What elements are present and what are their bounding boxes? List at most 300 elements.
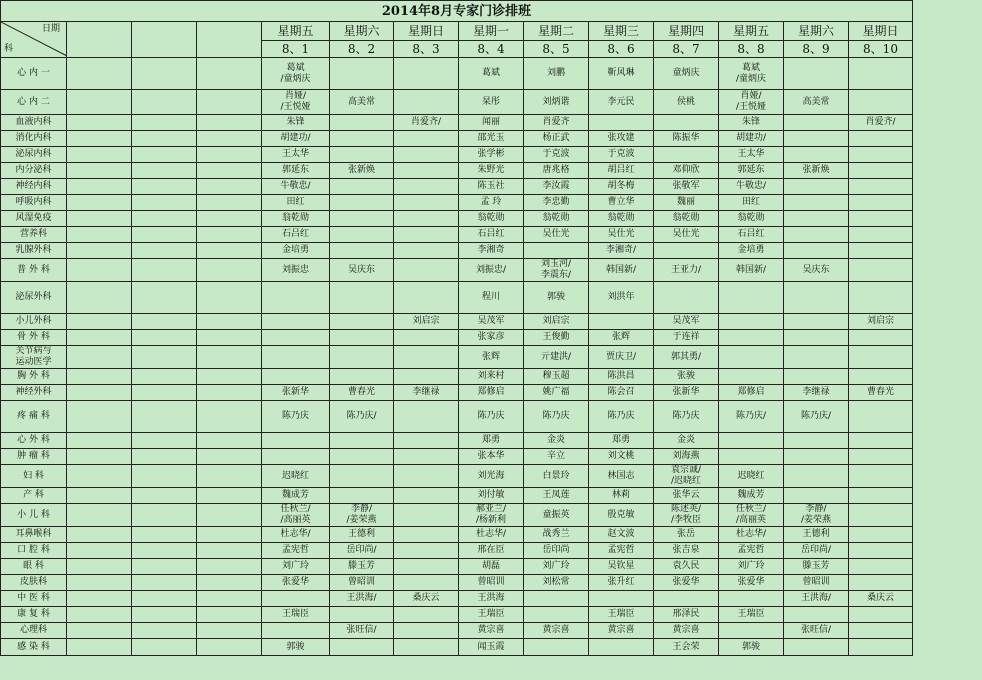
schedule-cell[interactable]: 王德利 <box>330 527 394 543</box>
empty-cell[interactable] <box>67 131 132 147</box>
schedule-cell[interactable]: 王会荣 <box>654 639 719 656</box>
schedule-cell[interactable] <box>784 465 849 488</box>
schedule-cell[interactable] <box>719 433 784 449</box>
empty-cell[interactable] <box>197 282 262 314</box>
schedule-cell[interactable]: 郑修启 <box>459 385 524 401</box>
schedule-cell[interactable]: 张学彬 <box>459 147 524 163</box>
schedule-cell[interactable]: 翁乾勋 <box>719 211 784 227</box>
empty-cell[interactable] <box>197 575 262 591</box>
schedule-cell[interactable]: 张新华 <box>654 385 719 401</box>
schedule-cell[interactable]: 吴钦星 <box>589 559 654 575</box>
schedule-cell[interactable]: 刘振忠 <box>262 259 330 282</box>
schedule-cell[interactable] <box>719 314 784 330</box>
empty-cell[interactable] <box>197 591 262 607</box>
schedule-cell[interactable]: 杜志华/ <box>719 527 784 543</box>
schedule-cell[interactable] <box>262 623 330 639</box>
schedule-cell[interactable]: 朱锋 <box>262 115 330 131</box>
empty-cell[interactable] <box>132 259 197 282</box>
schedule-cell[interactable]: 桑庆云 <box>849 591 913 607</box>
schedule-cell[interactable]: 田红 <box>262 195 330 211</box>
schedule-cell[interactable]: 刘文桃 <box>589 449 654 465</box>
schedule-cell[interactable]: 张辉 <box>459 346 524 369</box>
empty-cell[interactable] <box>132 243 197 259</box>
schedule-cell[interactable] <box>330 488 394 504</box>
schedule-cell[interactable]: 岳印尚/ <box>330 543 394 559</box>
schedule-cell[interactable] <box>849 449 913 465</box>
schedule-cell[interactable]: 王太华 <box>262 147 330 163</box>
schedule-cell[interactable] <box>784 346 849 369</box>
schedule-cell[interactable] <box>784 433 849 449</box>
schedule-cell[interactable]: 翁乾勋 <box>262 211 330 227</box>
schedule-cell[interactable] <box>524 591 589 607</box>
schedule-cell[interactable]: 李继禄 <box>784 385 849 401</box>
schedule-cell[interactable]: 王太华 <box>719 147 784 163</box>
schedule-cell[interactable] <box>849 401 913 433</box>
empty-cell[interactable] <box>132 58 197 90</box>
schedule-cell[interactable]: 滕玉芳 <box>784 559 849 575</box>
schedule-cell[interactable]: 战秀兰 <box>524 527 589 543</box>
schedule-cell[interactable]: 张本华 <box>459 449 524 465</box>
empty-cell[interactable] <box>132 639 197 656</box>
schedule-cell[interactable]: 殷克敏 <box>589 504 654 527</box>
schedule-cell[interactable]: 郑勇 <box>459 433 524 449</box>
schedule-cell[interactable]: 王瑞臣 <box>589 607 654 623</box>
schedule-cell[interactable] <box>849 607 913 623</box>
empty-cell[interactable] <box>197 243 262 259</box>
schedule-cell[interactable] <box>849 346 913 369</box>
schedule-cell[interactable] <box>654 147 719 163</box>
empty-cell[interactable] <box>197 433 262 449</box>
schedule-cell[interactable] <box>330 131 394 147</box>
schedule-cell[interactable] <box>262 314 330 330</box>
empty-cell[interactable] <box>132 575 197 591</box>
schedule-cell[interactable] <box>262 330 330 346</box>
schedule-cell[interactable] <box>394 227 459 243</box>
schedule-cell[interactable] <box>394 401 459 433</box>
schedule-cell[interactable]: 张攻建 <box>589 131 654 147</box>
schedule-cell[interactable] <box>330 227 394 243</box>
empty-cell[interactable] <box>132 163 197 179</box>
schedule-cell[interactable]: 李静/ /姜荣燕 <box>784 504 849 527</box>
empty-cell[interactable] <box>197 369 262 385</box>
schedule-cell[interactable] <box>394 211 459 227</box>
schedule-cell[interactable]: 陈乃庆 <box>524 401 589 433</box>
schedule-cell[interactable]: 魏丽 <box>654 195 719 211</box>
schedule-cell[interactable]: 李湘奇 <box>459 243 524 259</box>
schedule-cell[interactable]: 魏成芳 <box>719 488 784 504</box>
schedule-cell[interactable]: 滕玉芳 <box>330 559 394 575</box>
schedule-cell[interactable]: 张升红 <box>589 575 654 591</box>
empty-cell[interactable] <box>197 543 262 559</box>
empty-cell[interactable] <box>132 211 197 227</box>
empty-cell[interactable] <box>132 385 197 401</box>
empty-cell[interactable] <box>67 195 132 211</box>
schedule-cell[interactable] <box>330 449 394 465</box>
schedule-cell[interactable]: 吴仕光 <box>524 227 589 243</box>
schedule-cell[interactable]: 魏成芳 <box>262 488 330 504</box>
schedule-cell[interactable] <box>849 527 913 543</box>
schedule-cell[interactable]: 杨正武 <box>524 131 589 147</box>
empty-cell[interactable] <box>197 115 262 131</box>
schedule-cell[interactable]: 张新焕 <box>330 163 394 179</box>
schedule-cell[interactable] <box>784 369 849 385</box>
empty-cell[interactable] <box>67 346 132 369</box>
schedule-cell[interactable]: 张爱华 <box>719 575 784 591</box>
schedule-cell[interactable]: 曾昭训 <box>330 575 394 591</box>
schedule-cell[interactable]: 张吉泉 <box>654 543 719 559</box>
schedule-cell[interactable] <box>330 314 394 330</box>
schedule-cell[interactable]: 闻丽 <box>459 115 524 131</box>
schedule-cell[interactable]: 王俊勤 <box>524 330 589 346</box>
schedule-cell[interactable] <box>394 195 459 211</box>
schedule-cell[interactable] <box>394 147 459 163</box>
schedule-cell[interactable] <box>330 330 394 346</box>
schedule-cell[interactable]: 姚广福 <box>524 385 589 401</box>
schedule-cell[interactable]: 闻玉霞 <box>459 639 524 656</box>
schedule-cell[interactable]: 黄宗喜 <box>654 623 719 639</box>
schedule-cell[interactable] <box>394 433 459 449</box>
schedule-cell[interactable] <box>719 346 784 369</box>
empty-cell[interactable] <box>132 314 197 330</box>
schedule-cell[interactable] <box>394 131 459 147</box>
schedule-cell[interactable]: 石吕红 <box>459 227 524 243</box>
schedule-cell[interactable]: 石吕红 <box>262 227 330 243</box>
schedule-cell[interactable] <box>330 147 394 163</box>
schedule-cell[interactable] <box>849 543 913 559</box>
schedule-cell[interactable]: 吴仕光 <box>654 227 719 243</box>
schedule-cell[interactable] <box>330 465 394 488</box>
empty-cell[interactable] <box>197 58 262 90</box>
schedule-cell[interactable]: 白景玲 <box>524 465 589 488</box>
schedule-cell[interactable]: 孟宪哲 <box>262 543 330 559</box>
schedule-cell[interactable]: 郭其勇/ <box>654 346 719 369</box>
schedule-cell[interactable]: 任秋兰/ /高丽英 <box>719 504 784 527</box>
empty-cell[interactable] <box>197 330 262 346</box>
empty-cell[interactable] <box>197 227 262 243</box>
schedule-cell[interactable] <box>849 195 913 211</box>
schedule-cell[interactable]: 刘广玲 <box>524 559 589 575</box>
empty-cell[interactable] <box>132 330 197 346</box>
schedule-cell[interactable]: 刘炳谐 <box>524 90 589 115</box>
schedule-cell[interactable]: 黄宗喜 <box>459 623 524 639</box>
empty-cell[interactable] <box>67 227 132 243</box>
empty-cell[interactable] <box>197 607 262 623</box>
schedule-cell[interactable] <box>589 639 654 656</box>
empty-cell[interactable] <box>67 163 132 179</box>
schedule-cell[interactable] <box>849 282 913 314</box>
schedule-cell[interactable] <box>262 591 330 607</box>
schedule-cell[interactable]: 吴庆东 <box>330 259 394 282</box>
schedule-cell[interactable] <box>849 131 913 147</box>
schedule-cell[interactable]: 张旺信/ <box>330 623 394 639</box>
schedule-cell[interactable] <box>394 575 459 591</box>
schedule-cell[interactable]: 金培勇 <box>719 243 784 259</box>
schedule-cell[interactable]: 石吕红 <box>719 227 784 243</box>
schedule-cell[interactable] <box>784 195 849 211</box>
schedule-cell[interactable]: 肖爱齐 <box>524 115 589 131</box>
schedule-cell[interactable]: 迟晓红 <box>262 465 330 488</box>
empty-cell[interactable] <box>132 591 197 607</box>
schedule-cell[interactable]: 曹春光 <box>849 385 913 401</box>
empty-cell[interactable] <box>67 543 132 559</box>
schedule-cell[interactable]: 刘光海 <box>459 465 524 488</box>
empty-cell[interactable] <box>197 527 262 543</box>
schedule-cell[interactable] <box>784 131 849 147</box>
schedule-cell[interactable]: 陈洪昌 <box>589 369 654 385</box>
schedule-cell[interactable]: 陈乃庆/ <box>784 401 849 433</box>
schedule-cell[interactable]: 唐兆格 <box>524 163 589 179</box>
empty-cell[interactable] <box>67 591 132 607</box>
schedule-cell[interactable] <box>849 211 913 227</box>
schedule-cell[interactable]: 杜志华/ <box>459 527 524 543</box>
schedule-cell[interactable]: 张爱华 <box>262 575 330 591</box>
empty-cell[interactable] <box>132 401 197 433</box>
schedule-cell[interactable]: 邢在臣 <box>459 543 524 559</box>
schedule-cell[interactable] <box>719 330 784 346</box>
schedule-cell[interactable]: 郑修启 <box>719 385 784 401</box>
schedule-cell[interactable]: 金培勇 <box>262 243 330 259</box>
empty-cell[interactable] <box>67 259 132 282</box>
schedule-cell[interactable] <box>394 58 459 90</box>
schedule-cell[interactable]: 孟宪哲 <box>719 543 784 559</box>
empty-cell[interactable] <box>132 559 197 575</box>
empty-cell[interactable] <box>67 488 132 504</box>
schedule-cell[interactable] <box>330 346 394 369</box>
empty-cell[interactable] <box>132 282 197 314</box>
schedule-cell[interactable]: 高美常 <box>330 90 394 115</box>
schedule-cell[interactable] <box>654 115 719 131</box>
schedule-cell[interactable] <box>262 282 330 314</box>
schedule-cell[interactable] <box>394 504 459 527</box>
empty-cell[interactable] <box>67 369 132 385</box>
schedule-cell[interactable]: 陈乃庆 <box>262 401 330 433</box>
schedule-cell[interactable]: 肖娅/ /王悦娅 <box>262 90 330 115</box>
schedule-cell[interactable] <box>784 488 849 504</box>
schedule-cell[interactable]: 王洪海 <box>459 591 524 607</box>
schedule-cell[interactable]: 王瑞臣 <box>262 607 330 623</box>
schedule-cell[interactable]: 杲彤 <box>459 90 524 115</box>
schedule-cell[interactable]: 李继禄 <box>394 385 459 401</box>
schedule-cell[interactable]: 孟 玲 <box>459 195 524 211</box>
schedule-cell[interactable]: 郭延东 <box>262 163 330 179</box>
schedule-cell[interactable]: 刘启宗 <box>394 314 459 330</box>
schedule-cell[interactable]: 岳印尚 <box>524 543 589 559</box>
schedule-cell[interactable] <box>719 369 784 385</box>
schedule-cell[interactable]: 陈振华 <box>654 131 719 147</box>
schedule-cell[interactable] <box>654 282 719 314</box>
schedule-cell[interactable] <box>394 607 459 623</box>
schedule-cell[interactable] <box>394 488 459 504</box>
empty-cell[interactable] <box>197 623 262 639</box>
empty-cell[interactable] <box>67 504 132 527</box>
schedule-cell[interactable]: 刘海燕 <box>654 449 719 465</box>
schedule-cell[interactable]: 穆玉超 <box>524 369 589 385</box>
empty-cell[interactable] <box>197 179 262 195</box>
schedule-cell[interactable]: 肖爱齐/ <box>394 115 459 131</box>
empty-cell[interactable] <box>132 543 197 559</box>
schedule-cell[interactable] <box>849 227 913 243</box>
schedule-cell[interactable]: 金炎 <box>654 433 719 449</box>
empty-cell[interactable] <box>197 449 262 465</box>
schedule-cell[interactable] <box>394 179 459 195</box>
schedule-cell[interactable]: 童炳庆 <box>654 58 719 90</box>
empty-cell[interactable] <box>132 433 197 449</box>
schedule-cell[interactable]: 陈乃庆 <box>459 401 524 433</box>
schedule-cell[interactable]: 程川 <box>459 282 524 314</box>
empty-cell[interactable] <box>197 90 262 115</box>
schedule-cell[interactable] <box>719 282 784 314</box>
schedule-cell[interactable]: 郭骏 <box>524 282 589 314</box>
schedule-cell[interactable]: 葛斌 /童炳庆 <box>262 58 330 90</box>
schedule-cell[interactable]: 迟晓红 <box>719 465 784 488</box>
empty-cell[interactable] <box>197 385 262 401</box>
schedule-cell[interactable]: 张岳 <box>654 527 719 543</box>
empty-cell[interactable] <box>67 115 132 131</box>
empty-cell[interactable] <box>197 401 262 433</box>
schedule-cell[interactable]: 辛立 <box>524 449 589 465</box>
schedule-cell[interactable]: 曹春光 <box>330 385 394 401</box>
schedule-cell[interactable] <box>654 243 719 259</box>
schedule-cell[interactable] <box>330 195 394 211</box>
schedule-cell[interactable]: 李静/ /姜荣燕 <box>330 504 394 527</box>
empty-cell[interactable] <box>197 131 262 147</box>
schedule-cell[interactable]: 林莉 <box>589 488 654 504</box>
schedule-cell[interactable] <box>849 559 913 575</box>
schedule-cell[interactable] <box>262 346 330 369</box>
schedule-cell[interactable] <box>394 330 459 346</box>
schedule-cell[interactable]: 刘振忠/ <box>459 259 524 282</box>
schedule-cell[interactable]: 张敬军 <box>654 179 719 195</box>
schedule-cell[interactable]: 曹立华 <box>589 195 654 211</box>
schedule-cell[interactable]: 吴庆东 <box>784 259 849 282</box>
schedule-cell[interactable]: 陈述英/ /李牧臣 <box>654 504 719 527</box>
schedule-cell[interactable]: 孟宪哲 <box>589 543 654 559</box>
schedule-cell[interactable] <box>784 243 849 259</box>
empty-cell[interactable] <box>67 211 132 227</box>
schedule-cell[interactable] <box>849 639 913 656</box>
schedule-cell[interactable]: 林国志 <box>589 465 654 488</box>
schedule-cell[interactable]: 陈玉社 <box>459 179 524 195</box>
schedule-cell[interactable]: 陈乃庆/ <box>719 401 784 433</box>
schedule-cell[interactable]: 童振英 <box>524 504 589 527</box>
empty-cell[interactable] <box>67 330 132 346</box>
schedule-cell[interactable]: 刘付敏 <box>459 488 524 504</box>
schedule-cell[interactable] <box>849 163 913 179</box>
schedule-cell[interactable]: 邢泽民 <box>654 607 719 623</box>
schedule-cell[interactable]: 肖爱齐/ <box>849 115 913 131</box>
empty-cell[interactable] <box>67 282 132 314</box>
schedule-cell[interactable] <box>589 115 654 131</box>
schedule-cell[interactable]: 吴仕光 <box>589 227 654 243</box>
schedule-cell[interactable] <box>524 639 589 656</box>
empty-cell[interactable] <box>197 314 262 330</box>
schedule-cell[interactable]: 张新焕 <box>784 163 849 179</box>
schedule-cell[interactable]: 刘鹏 <box>524 58 589 90</box>
schedule-cell[interactable] <box>589 314 654 330</box>
empty-cell[interactable] <box>132 623 197 639</box>
schedule-cell[interactable] <box>784 227 849 243</box>
schedule-cell[interactable]: 吴茂军 <box>654 314 719 330</box>
schedule-cell[interactable]: 胡冬梅 <box>589 179 654 195</box>
empty-cell[interactable] <box>132 227 197 243</box>
schedule-cell[interactable]: 葛斌 <box>459 58 524 90</box>
schedule-cell[interactable] <box>849 369 913 385</box>
schedule-cell[interactable]: 岳印尚/ <box>784 543 849 559</box>
schedule-cell[interactable]: 刘松常 <box>524 575 589 591</box>
empty-cell[interactable] <box>67 623 132 639</box>
schedule-cell[interactable]: 刘洪年 <box>589 282 654 314</box>
empty-cell[interactable] <box>132 90 197 115</box>
schedule-cell[interactable] <box>262 433 330 449</box>
schedule-cell[interactable]: 吴茂军 <box>459 314 524 330</box>
schedule-cell[interactable] <box>849 488 913 504</box>
schedule-cell[interactable]: 王亚力/ <box>654 259 719 282</box>
schedule-cell[interactable]: 黄宗喜 <box>524 623 589 639</box>
schedule-cell[interactable]: 韩国新/ <box>719 259 784 282</box>
schedule-cell[interactable] <box>394 369 459 385</box>
empty-cell[interactable] <box>67 433 132 449</box>
schedule-cell[interactable]: 王瑞臣 <box>719 607 784 623</box>
schedule-cell[interactable]: 张华云 <box>654 488 719 504</box>
schedule-cell[interactable] <box>654 591 719 607</box>
schedule-cell[interactable]: 陈会召 <box>589 385 654 401</box>
empty-cell[interactable] <box>132 131 197 147</box>
schedule-cell[interactable]: 陈乃庆 <box>589 401 654 433</box>
schedule-cell[interactable] <box>524 607 589 623</box>
schedule-cell[interactable]: 任秋兰/ /高丽英 <box>262 504 330 527</box>
schedule-cell[interactable] <box>524 243 589 259</box>
schedule-cell[interactable] <box>394 163 459 179</box>
schedule-cell[interactable]: 刘广玲 <box>262 559 330 575</box>
empty-cell[interactable] <box>197 559 262 575</box>
empty-cell[interactable] <box>197 639 262 656</box>
empty-cell[interactable] <box>67 385 132 401</box>
schedule-cell[interactable]: 刘启宗 <box>524 314 589 330</box>
schedule-cell[interactable]: 邵光玉 <box>459 131 524 147</box>
schedule-cell[interactable]: 王瑞臣 <box>459 607 524 623</box>
schedule-cell[interactable]: 赵文波 <box>589 527 654 543</box>
schedule-cell[interactable]: 杜志华/ <box>262 527 330 543</box>
schedule-cell[interactable]: 李湘奇/ <box>589 243 654 259</box>
schedule-cell[interactable]: 曾昭训 <box>784 575 849 591</box>
empty-cell[interactable] <box>132 607 197 623</box>
empty-cell[interactable] <box>197 259 262 282</box>
empty-cell[interactable] <box>132 346 197 369</box>
schedule-cell[interactable] <box>784 314 849 330</box>
empty-cell[interactable] <box>67 401 132 433</box>
schedule-cell[interactable] <box>784 115 849 131</box>
schedule-cell[interactable] <box>330 433 394 449</box>
schedule-cell[interactable]: 朱野光 <box>459 163 524 179</box>
schedule-cell[interactable] <box>784 147 849 163</box>
schedule-cell[interactable] <box>784 330 849 346</box>
schedule-cell[interactable]: 于克波 <box>524 147 589 163</box>
schedule-cell[interactable]: 陈乃庆 <box>654 401 719 433</box>
schedule-cell[interactable]: 于连祥 <box>654 330 719 346</box>
schedule-cell[interactable] <box>784 211 849 227</box>
empty-cell[interactable] <box>67 575 132 591</box>
schedule-cell[interactable]: 郑勇 <box>589 433 654 449</box>
schedule-cell[interactable] <box>394 623 459 639</box>
schedule-cell[interactable] <box>849 259 913 282</box>
schedule-cell[interactable] <box>330 243 394 259</box>
schedule-cell[interactable]: 朱锋 <box>719 115 784 131</box>
schedule-cell[interactable] <box>849 575 913 591</box>
schedule-cell[interactable] <box>719 591 784 607</box>
schedule-cell[interactable] <box>784 282 849 314</box>
empty-cell[interactable] <box>132 504 197 527</box>
schedule-cell[interactable]: 胡建功/ <box>719 131 784 147</box>
